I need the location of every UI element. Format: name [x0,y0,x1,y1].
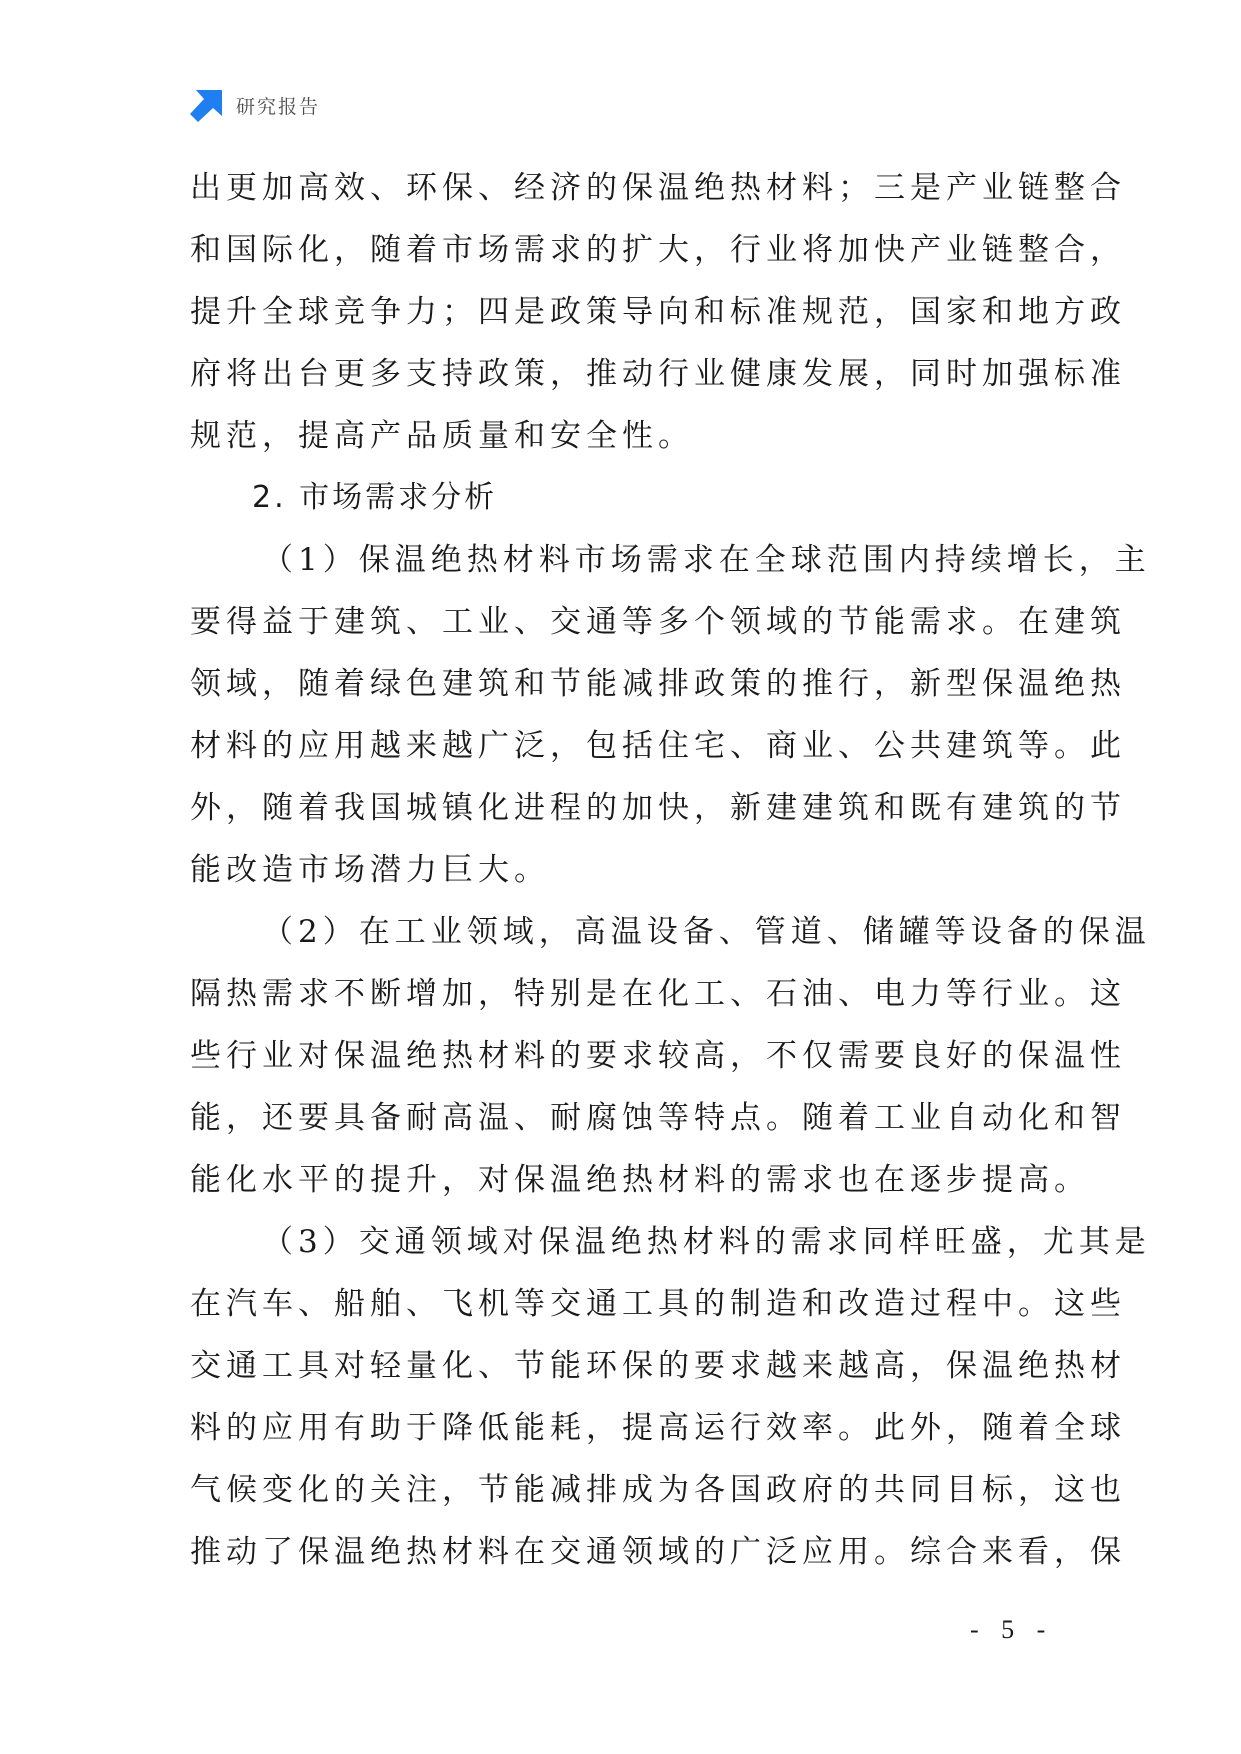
text-line: 材料的应用越来越广泛，包括住宅、商业、公共建筑等。此 [190,728,1126,764]
text-line: 和国际化，随着市场需求的扩大，行业将加快产业链整合， [190,232,1126,268]
text-line: 能改造市场潜力巨大。 [190,852,550,888]
text-line: 料的应用有助于降低能耗，提高运行效率。此外，随着全球 [190,1410,1126,1446]
text-line: 提升全球竞争力；四是政策导向和标准规范，国家和地方政 [190,294,1126,330]
text-line: 府将出台更多支持政策，推动行业健康发展，同时加强标准 [190,356,1126,392]
text-line: （1）保温绝热材料市场需求在全球范围内持续增长，主 [262,542,1151,578]
text-line: 规范，提高产品质量和安全性。 [190,418,694,454]
paragraph-continuation [190,157,1126,467]
paragraph-2 [190,901,1151,1211]
text-line: 要得益于建筑、工业、交通等多个领域的节能需求。在建筑 [190,604,1126,640]
text-line: 在汽车、船舶、飞机等交通工具的制造和改造过程中。这些 [190,1286,1126,1322]
text-line: 能化水平的提升，对保温绝热材料的需求也在逐步提高。 [190,1162,1090,1198]
text-line: 些行业对保温绝热材料的要求较高，不仅需要良好的保温性 [190,1038,1126,1074]
page-header [190,88,320,122]
text-line: （3）交通领域对保温绝热材料的需求同样旺盛，尤其是 [262,1224,1151,1260]
text-line: 领域，随着绿色建筑和节能减排政策的推行，新型保温绝热 [190,666,1126,702]
section-heading: 2. 市场需求分析 [252,480,498,515]
text-line: 交通工具对轻量化、节能环保的要求越来越高，保温绝热材 [190,1348,1126,1384]
report-label: 研究报告 [236,95,321,118]
page-number: - 5 - [970,1615,1054,1644]
text-line: 推动了保温绝热材料在交通领域的广泛应用。综合来看，保 [190,1534,1126,1570]
text-line: （2）在工业领域，高温设备、管道、储罐等设备的保温 [262,914,1151,950]
text-line: 能，还要具备耐高温、耐腐蚀等特点。随着工业自动化和智 [190,1100,1126,1136]
text-line: 隔热需求不断增加，特别是在化工、石油、电力等行业。这 [190,976,1126,1012]
text-line: 气候变化的关注，节能减排成为各国政府的共同目标，这也 [190,1472,1126,1508]
text-line: 外，随着我国城镇化进程的加快，新建建筑和既有建筑的节 [190,790,1126,826]
document-body [190,157,1151,1583]
paragraph-3 [190,1211,1151,1583]
text-line: 出更加高效、环保、经济的保温绝热材料；三是产业链整合 [190,170,1126,206]
arrow-up-right-logo [190,88,224,122]
paragraph-1 [190,529,1151,901]
